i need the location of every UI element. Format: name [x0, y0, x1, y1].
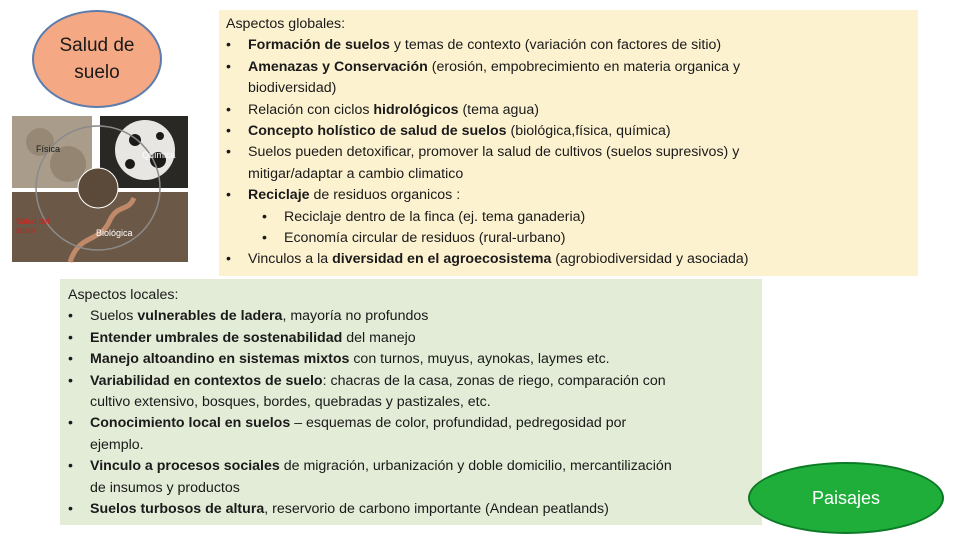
paisajes-label: Paisajes — [811, 487, 881, 508]
aspectos-locales-box — [60, 279, 762, 525]
salud-oval-line1: Salud de — [59, 35, 135, 56]
global-item-diversidad: • Vinculos a la diversidad en el agroecosistema (agrobiodiversidad y asociada) — [226, 251, 749, 268]
local-item-variabilidad-cont: cultivo extensivo, bosques, bordes, quebradas y pastizales, etc. — [90, 394, 491, 411]
global-item-detoxificar: • Suelos pueden detoxificar, promover la salud de cultivos (suelos supresivos) y — [226, 144, 740, 161]
global-item-detoxificar-cont: mitigar/adaptar a cambio climatico — [248, 165, 464, 182]
aspectos-globales-box — [219, 10, 918, 276]
local-item-conocimiento-cont: ejemplo. — [90, 436, 144, 453]
label-salud: Salud del — [16, 217, 50, 226]
local-item-procesos-sociales-cont: de insumos y productos — [90, 479, 240, 496]
global-item-reciclaje: • Reciclaje de residuos organicos : — [226, 187, 461, 204]
soil-health-photo — [10, 112, 190, 264]
label-biologica: Biológica — [96, 228, 133, 238]
local-item-procesos-sociales: • Vinculo a procesos sociales de migración, urbanización y doble domicilio, mercantilización — [68, 458, 672, 475]
global-item-formacion: • Formación de suelos y temas de contexto (variación con factores de sitio) — [226, 37, 722, 54]
label-fisica: Física — [36, 144, 61, 154]
global-item-amenazas-cont: biodiversidad) — [248, 80, 337, 97]
local-item-altoandino: • Manejo altoandino en sistemas mixtos con turnos, muyus, aynokas, laymes etc. — [68, 351, 610, 368]
global-item-holistico: • Concepto holístico de salud de suelos (biológica,física, química) — [226, 123, 671, 140]
local-item-variabilidad: • Variabilidad en contextos de suelo: chacras de la casa, zonas de riego, comparación con — [68, 372, 666, 389]
salud-de-suelo-oval — [32, 10, 162, 108]
local-item-turbosos: • Suelos turbosos de altura, reservorio de carbono importante (Andean peatlands) — [68, 501, 609, 518]
global-item-hidrologicos: • Relación con ciclos hidrológicos (tema agua) — [226, 101, 539, 118]
label-suelo: suelo — [16, 226, 36, 235]
paisajes-oval — [748, 462, 944, 534]
global-heading: Aspectos globales: — [226, 16, 346, 32]
global-subitem-finca: • Reciclaje dentro de la finca (ej. tema ganaderia) — [262, 208, 586, 225]
local-item-conocimiento: • Conocimiento local en suelos – esquemas de color, profundidad, pedregosidad por — [68, 415, 627, 432]
local-item-umbrales: • Entender umbrales de sostenabilidad del manejo — [68, 329, 416, 346]
global-subitem-economia: • Economía circular de residuos (rural-urbano) — [262, 230, 566, 247]
salud-oval-line2: suelo — [74, 62, 120, 83]
label-quimica: Química — [142, 150, 176, 160]
local-item-ladera: • Suelos vulnerables de ladera, mayoría no profundos — [68, 308, 429, 325]
local-heading: Aspectos locales: — [68, 287, 179, 303]
global-item-amenazas: • Amenazas y Conservación (erosión, empobrecimiento en materia organica y — [226, 58, 741, 75]
